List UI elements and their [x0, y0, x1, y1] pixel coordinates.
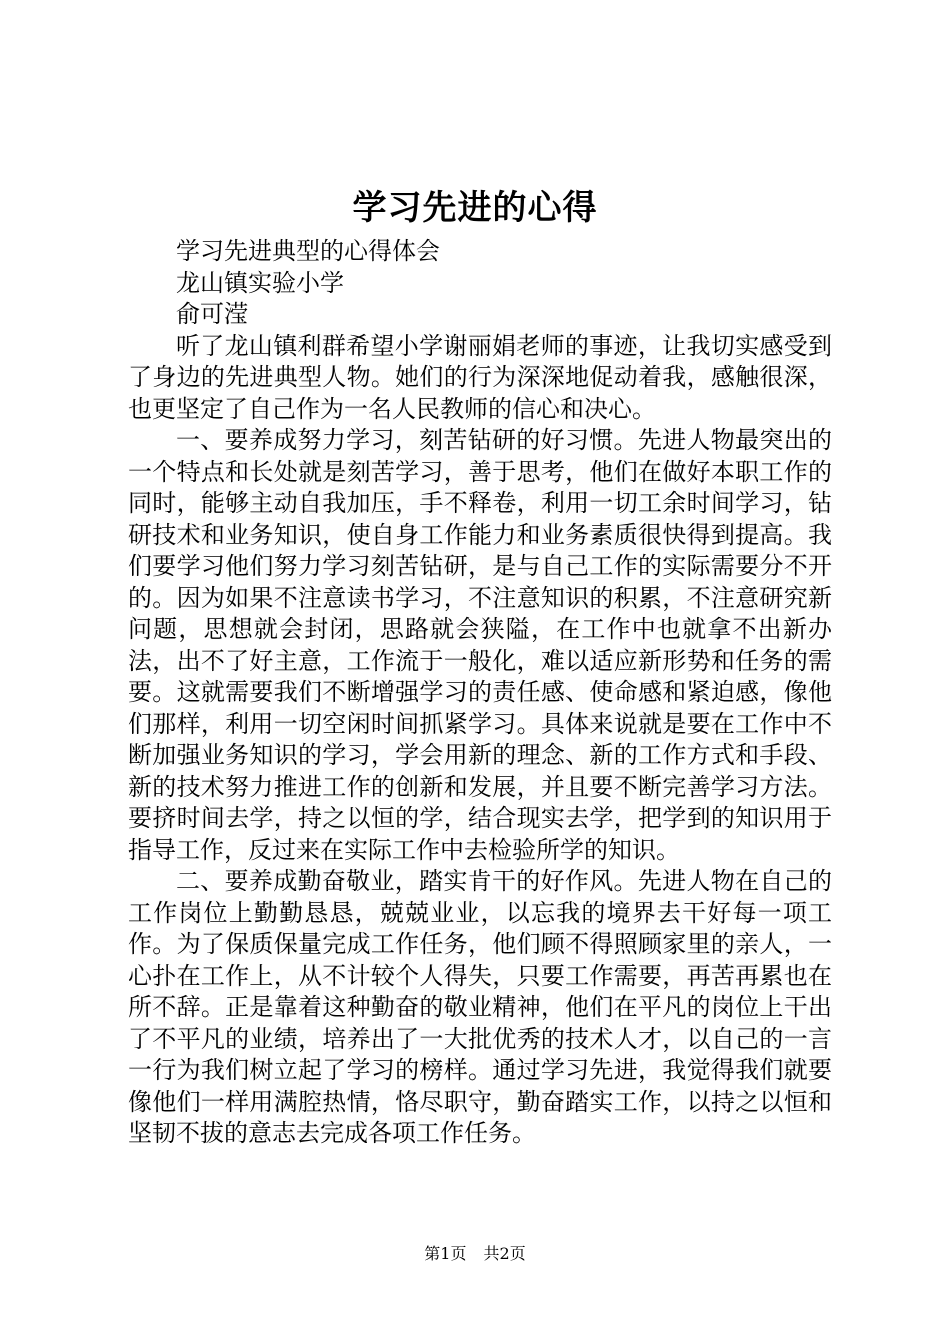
page-footer	[0, 1243, 950, 1265]
document-title: 学习先进的心得	[352, 188, 598, 228]
document-body	[128, 236, 832, 1150]
section-two-paragraph: 二、要养成勤奋敬业，踏实肯干的好作风。先进人物在自己的工作岗位上勤勤恳恳，兢兢业业，以忘我的境界去干好每一项工作。为了保质保量完成工作任务，他们顾不得照顾家里的亲人，一心扑在工作上，从不计较个人得失，只要工作需要，再苦再累也在所不辞。正是靠着这种勤奋的敬业精神，他们在平凡的岗位上干出了不平凡的业绩，培养出了一大批优秀的技术人才，以自己的一言一行为我们树立起了学习的榜样。通过学习先进，我觉得我们就要像他们一样用满腔热情，恪尽职守，勤奋踏实工作，以持之以恒和坚韧不拔的意志去完成各项工作任务。	[128, 867, 832, 1147]
school-line: 龙山镇实验小学	[176, 268, 344, 297]
intro-paragraph: 听了龙山镇利群希望小学谢丽娟老师的事迹，让我切实感受到了身边的先进典型人物。她们的行为深深地促动着我，感触很深，也更坚定了自己作为一名人民教师的信心和决心。	[128, 331, 832, 423]
section-one-paragraph: 一、要养成努力学习，刻苦钻研的好习惯。先进人物最突出的一个特点和长处就是刻苦学习，善于思考，他们在做好本职工作的同时，能够主动自我加压，手不释卷，利用一切工余时间学习，钻研技术和业务知识，使自身工作能力和业务素质很快得到提高。我们要学习他们努力学习刻苦钻研，是与自己工作的实际需要分不开的。因为如果不注意读书学习，不注意知识的积累，不注意研究新问题，思想就会封闭，思路就会狭隘，在工作中也就拿不出新办法，出不了好主意，工作流于一般化，难以适应新形势和任务的需要。这就需要我们不断增强学习的责任感、使命感和紧迫感，像他们那样，利用一切空闲时间抓紧学习。具体来说就是要在工作中不断加强业务知识的学习，学会用新的理念、新的工作方式和手段、新的技术努力推进工作的创新和发展，并且要不断完善学习方法。要挤时间去学，持之以恒的学，结合现实去学，把学到的知识用于指导工作，反过来在实际工作中去检验所学的知识。	[128, 426, 832, 864]
author-line: 俞可滢	[176, 300, 248, 328]
page-number: 第1页	[424, 1244, 467, 1263]
subtitle-line: 学习先进典型的心得体会	[176, 237, 440, 265]
page-total: 共2页	[483, 1244, 526, 1263]
